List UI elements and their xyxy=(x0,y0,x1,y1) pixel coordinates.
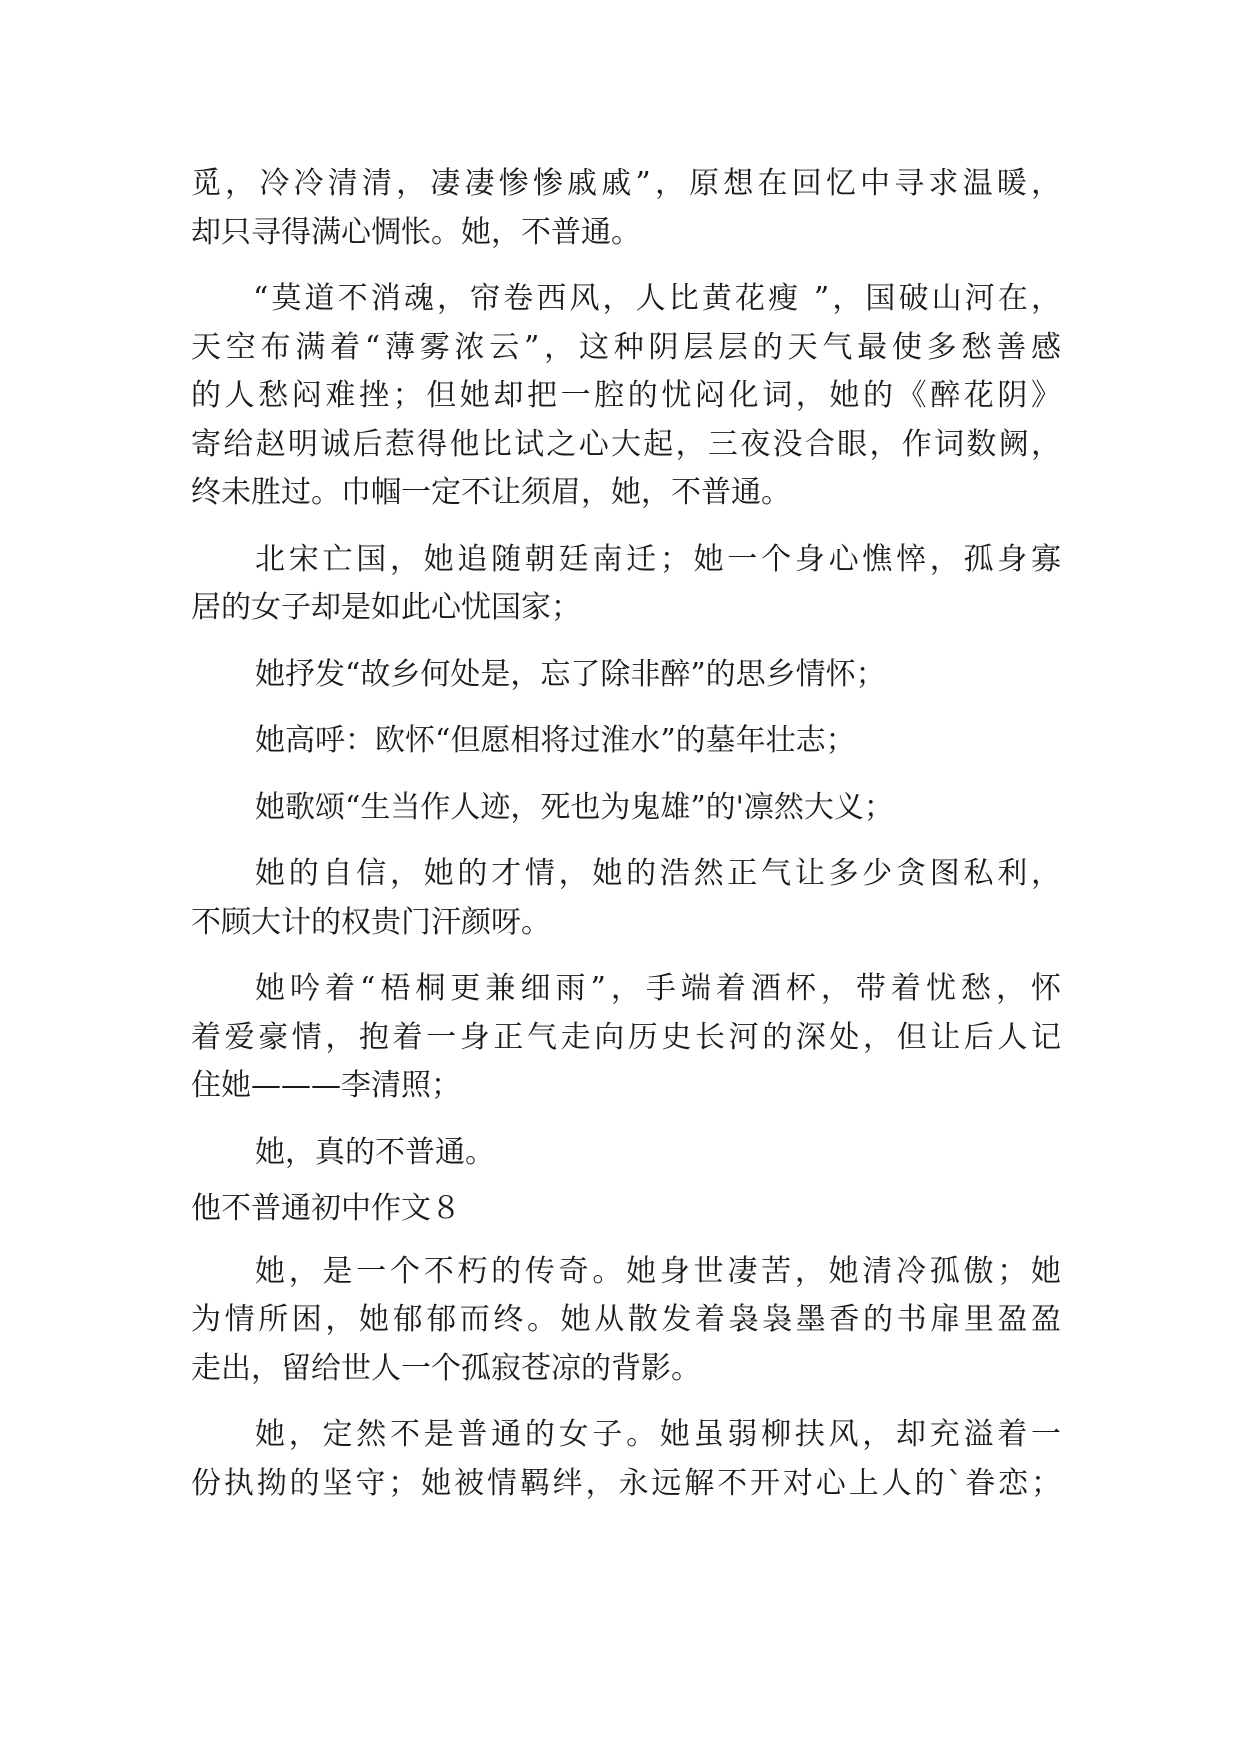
paragraph xyxy=(191,1411,1061,1508)
paragraph xyxy=(191,651,1061,700)
text-line: 她的自信，她的才情，她的浩然正气让多少贪图私利， xyxy=(255,856,1061,891)
text-line: 寄给赵明诚后惹得他比试之心大起，三夜没合眼，作词数阙， xyxy=(191,426,1061,462)
paragraph xyxy=(191,1248,1061,1394)
paragraph xyxy=(191,1129,1061,1178)
text-line: 她歌颂“生当作人迹，死也为鬼雄”的'凛然大义； xyxy=(255,789,894,825)
paragraph xyxy=(191,275,1061,518)
text-line: 为情所困，她郁郁而终。她从散发着袅袅墨香的书扉里盈盈 xyxy=(191,1302,1061,1337)
text-line: 却只寻得满心惆怅。她，不普通。 xyxy=(191,214,641,250)
text-line: 的人愁闷难挫；但她却把一腔的忧闷化词，她的《醉花阴》 xyxy=(191,378,1061,413)
text-line: 居的女子却是如此心忧国家； xyxy=(191,590,581,625)
text-line: 她，定然不是普通的女子。她虽弱柳扶风，却充溢着一 xyxy=(255,1417,1061,1452)
text-line: 份执拗的坚守；她被情羁绊，永远解不开对心上人的`眷恋； xyxy=(191,1465,1061,1501)
text-line: 她，是一个不朽的传奇。她身世凄苦，她清冷孤傲；她 xyxy=(255,1253,1061,1289)
paragraph xyxy=(191,850,1061,947)
text-line: 着爱豪情，抱着一身正气走向历史长河的深处，但让后人记 xyxy=(191,1019,1061,1055)
section-heading: 他不普通初中作文８ xyxy=(191,1191,461,1226)
paragraph xyxy=(191,536,1061,633)
text-line: 她吟着“梧桐更兼细雨”，手端着酒杯，带着忧愁，怀 xyxy=(255,971,1061,1006)
text-line: 终未胜过。巾帼一定不让须眉，她，不普通。 xyxy=(191,475,791,510)
text-line: 住她———李清照； xyxy=(191,1068,461,1103)
paragraph xyxy=(191,965,1061,1111)
text-line: 她抒发“故乡何处是，忘了除非醉”的思乡情怀； xyxy=(255,656,886,692)
text-line: “莫道不消魂，帘卷西风，人比黄花瘦 ”，国破山河在， xyxy=(253,281,1061,316)
text-line: 北宋亡国，她追随朝廷南迁；她一个身心憔悴，孤身寡 xyxy=(255,541,1061,577)
text-line: 不顾大计的权贵门汗颜呀。 xyxy=(191,904,551,940)
text-line: 觅，冷冷清清，凄凄惨惨戚戚”，原想在回忆中寻求温暖， xyxy=(191,166,1061,201)
text-line: 天空布满着“薄雾浓云”，这种阴层层的天气最使多愁善感 xyxy=(191,329,1061,365)
text-line: 走出，留给世人一个孤寂苍凉的背影。 xyxy=(191,1350,701,1386)
text-line: 她高呼：欧怀“但愿相将过淮水”的墓年壮志； xyxy=(255,723,856,758)
paragraph xyxy=(191,717,1061,766)
paragraph xyxy=(191,784,1061,833)
article-body xyxy=(191,160,1061,1508)
paragraph xyxy=(191,160,1061,257)
text-line: 她，真的不普通。 xyxy=(255,1134,495,1170)
